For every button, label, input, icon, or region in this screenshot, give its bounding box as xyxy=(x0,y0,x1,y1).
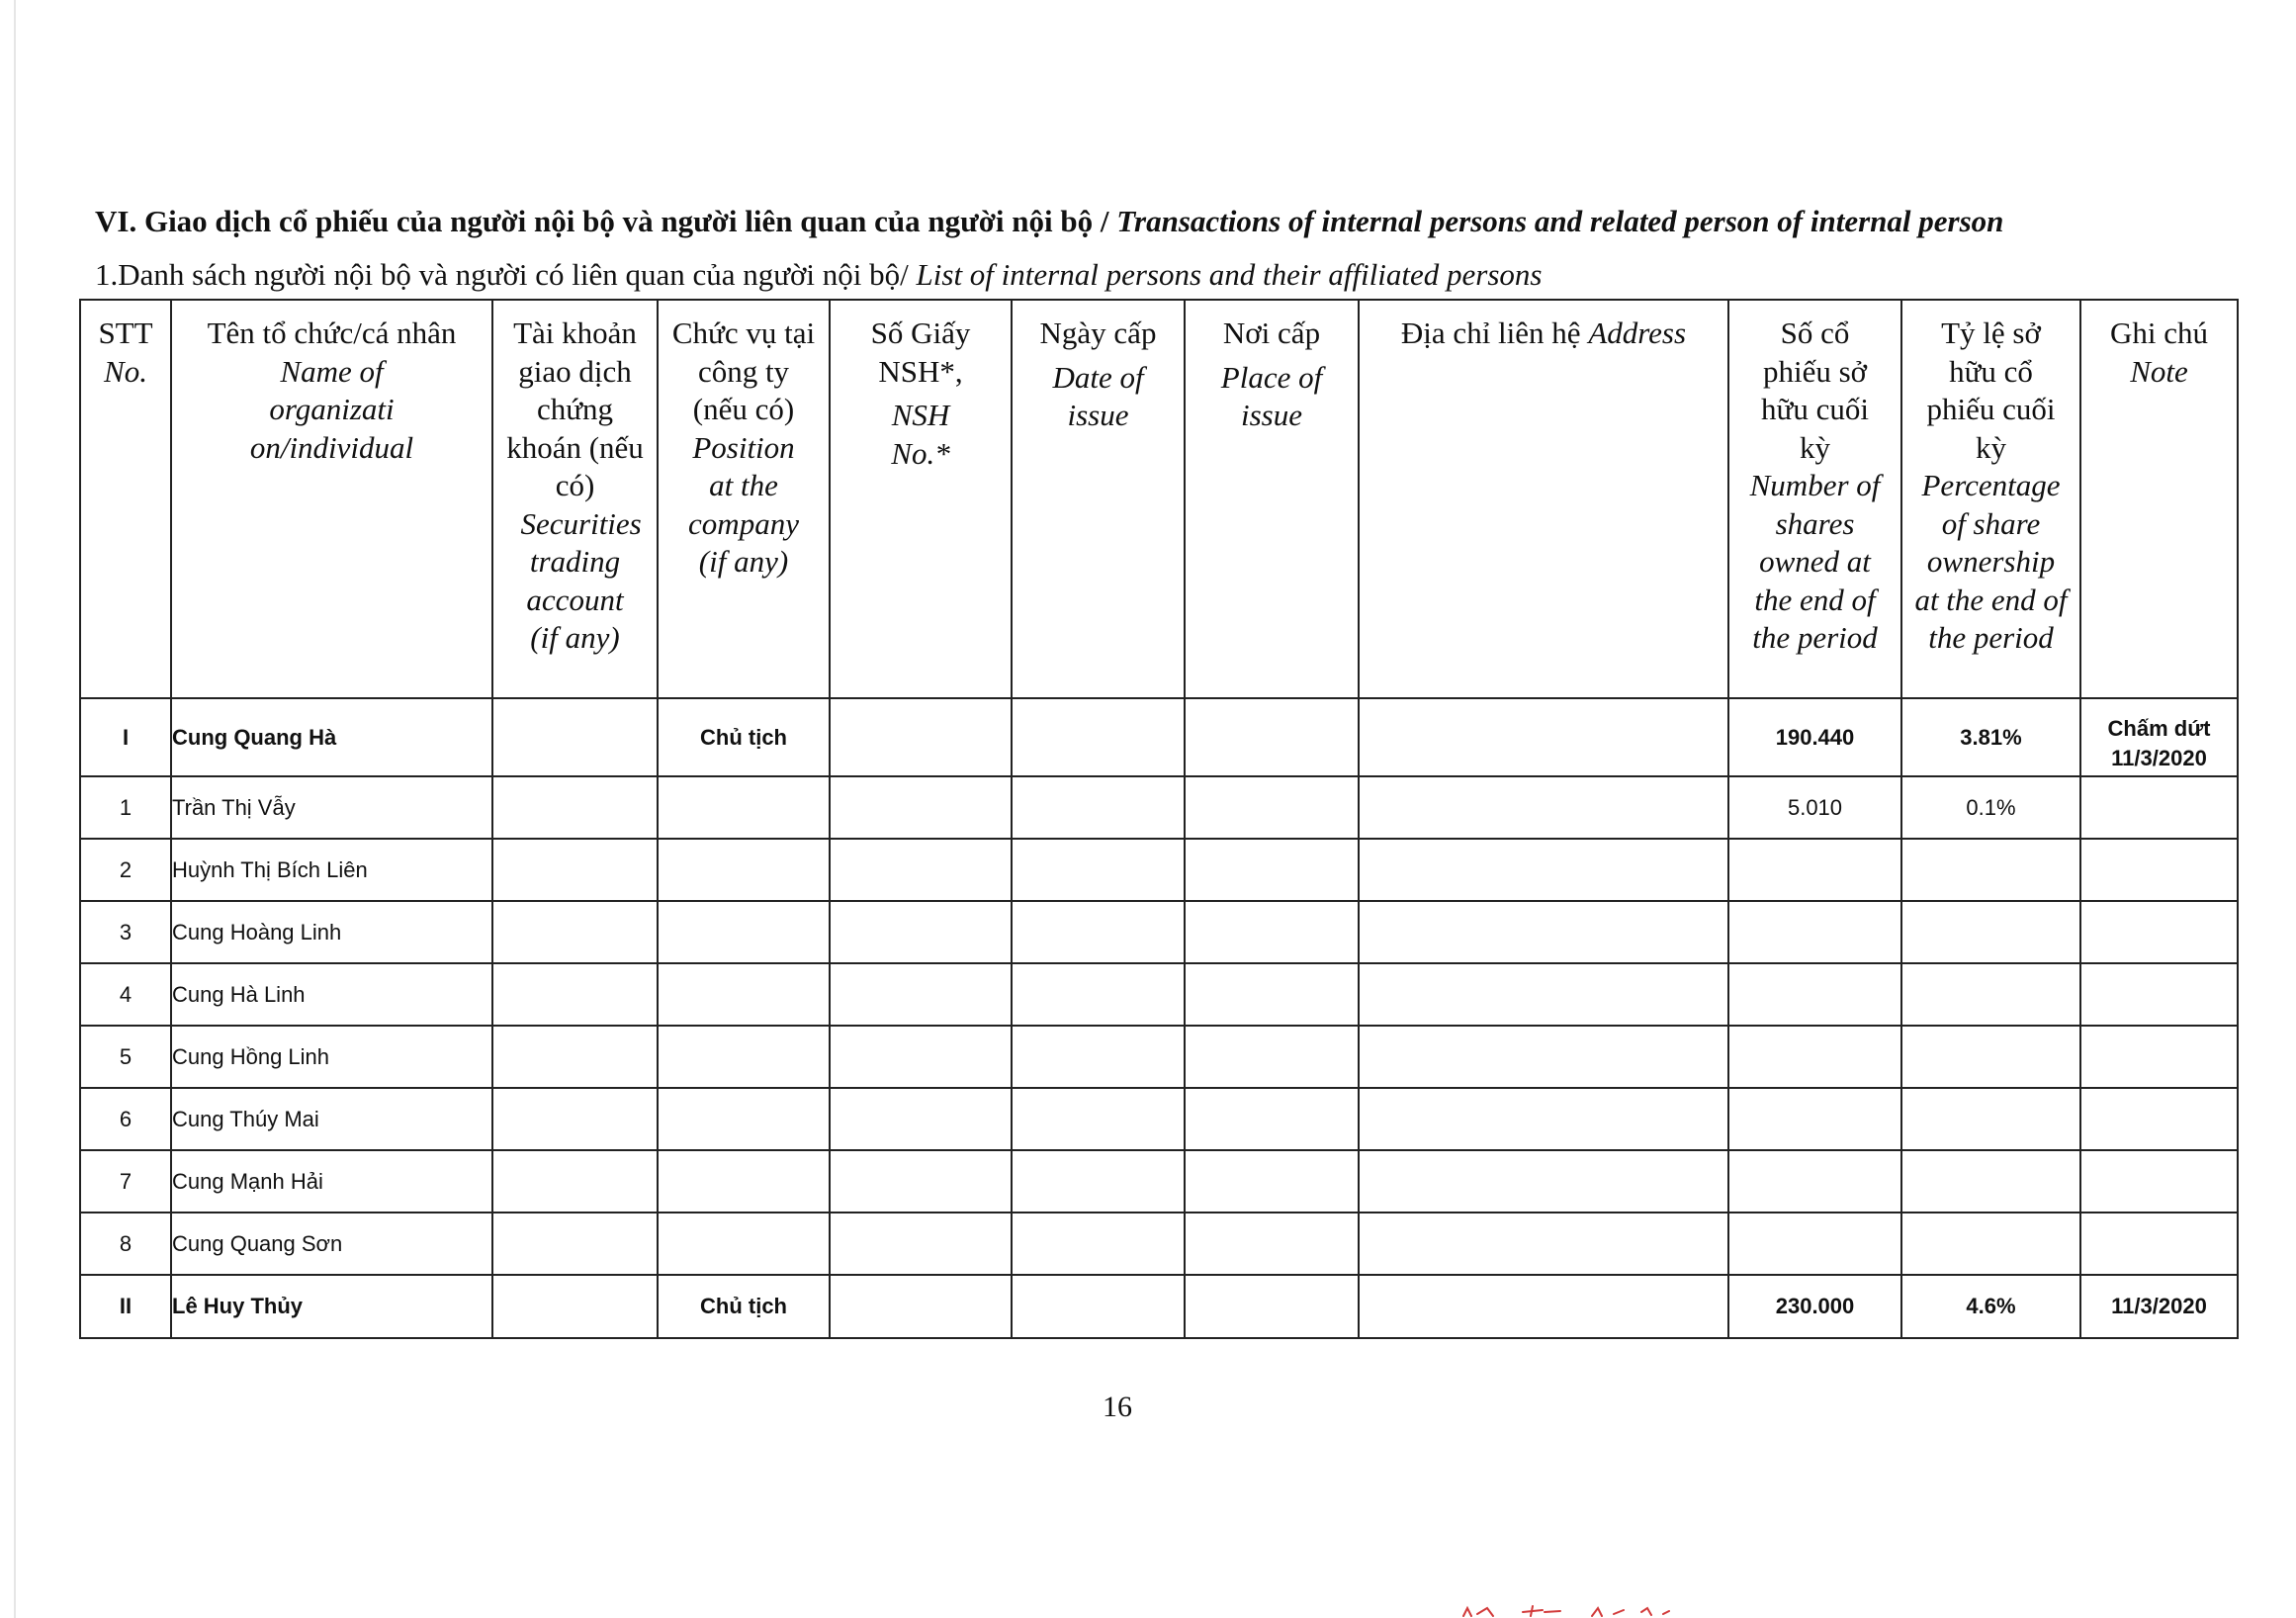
cell-place xyxy=(1185,1213,1359,1275)
cell-stt: 8 xyxy=(80,1213,171,1275)
col-header-date: Ngày cấp Date of issue xyxy=(1012,300,1185,698)
col-header-percentage: Tỷ lệ sở hữu cổ phiếu cuối kỳ Percentage of share ownership at the end of the period xyxy=(1901,300,2080,698)
cell-note xyxy=(2080,1088,2238,1150)
cell-stt: 3 xyxy=(80,901,171,963)
table-row xyxy=(80,776,2238,839)
table-subtitle xyxy=(95,257,2270,293)
cell-date xyxy=(1012,698,1185,776)
cell-place xyxy=(1185,901,1359,963)
cell-nsh xyxy=(830,901,1012,963)
cell-date xyxy=(1012,1275,1185,1338)
cell-account xyxy=(492,1088,658,1150)
cell-shares: 230.000 xyxy=(1728,1275,1901,1338)
cell-shares xyxy=(1728,1150,1901,1213)
section-title xyxy=(95,204,2270,239)
table-row xyxy=(80,1150,2238,1213)
cell-place xyxy=(1185,1150,1359,1213)
cell-percentage xyxy=(1901,1088,2080,1150)
cell-name: Huỳnh Thị Bích Liên xyxy=(171,839,492,901)
cell-position xyxy=(658,1150,830,1213)
cell-place xyxy=(1185,776,1359,839)
table-row xyxy=(80,1275,2238,1338)
cell-name: Cung Quang Sơn xyxy=(171,1213,492,1275)
cell-nsh xyxy=(830,776,1012,839)
cell-nsh xyxy=(830,1088,1012,1150)
cell-place xyxy=(1185,1026,1359,1088)
cell-position: Chủ tịch xyxy=(658,1275,830,1338)
section-title-en: Transactions of internal persons and related person of internal person xyxy=(1116,204,2004,238)
col-header-address: Địa chỉ liên hệ Address xyxy=(1359,300,1728,698)
cell-position xyxy=(658,1213,830,1275)
col-header-stt: STT No. xyxy=(80,300,171,698)
table-row xyxy=(80,963,2238,1026)
cell-address xyxy=(1359,963,1728,1026)
cell-account xyxy=(492,1275,658,1338)
cell-address xyxy=(1359,901,1728,963)
cell-name: Trần Thị Vẫy xyxy=(171,776,492,839)
cell-position xyxy=(658,1088,830,1150)
cell-place xyxy=(1185,963,1359,1026)
cell-shares: 5.010 xyxy=(1728,776,1901,839)
cell-note xyxy=(2080,1026,2238,1088)
cell-place xyxy=(1185,839,1359,901)
cell-note: 11/3/2020 xyxy=(2080,1275,2238,1338)
cell-nsh xyxy=(830,698,1012,776)
cell-note xyxy=(2080,901,2238,963)
cell-account xyxy=(492,698,658,776)
cell-position xyxy=(658,776,830,839)
cell-address xyxy=(1359,1150,1728,1213)
cell-stt: 2 xyxy=(80,839,171,901)
cell-name: Cung Quang Hà xyxy=(171,698,492,776)
page-number: 16 xyxy=(1103,1391,1132,1423)
cell-position xyxy=(658,839,830,901)
cell-nsh xyxy=(830,1150,1012,1213)
cell-stt: 7 xyxy=(80,1150,171,1213)
subtitle-en: List of internal persons and their affiliated persons xyxy=(916,257,1543,292)
cell-shares xyxy=(1728,839,1901,901)
cell-percentage xyxy=(1901,839,2080,901)
section-title-vi: VI. Giao dịch cổ phiếu của người nội bộ và người liên quan của người nội bộ / xyxy=(95,204,1117,238)
cell-note xyxy=(2080,1213,2238,1275)
table-row xyxy=(80,1026,2238,1088)
cell-address xyxy=(1359,776,1728,839)
cell-note xyxy=(2080,1150,2238,1213)
cell-percentage xyxy=(1901,901,2080,963)
table-row xyxy=(80,1088,2238,1150)
cell-date xyxy=(1012,1150,1185,1213)
col-header-place: Nơi cấp Place of issue xyxy=(1185,300,1359,698)
col-header-position: Chức vụ tại công ty (nếu có) Position at the company (if any) xyxy=(658,300,830,698)
cell-shares xyxy=(1728,963,1901,1026)
cell-place xyxy=(1185,1088,1359,1150)
cell-address xyxy=(1359,839,1728,901)
table-row xyxy=(80,839,2238,901)
cell-account xyxy=(492,901,658,963)
cell-percentage xyxy=(1901,1026,2080,1088)
cell-position xyxy=(658,1026,830,1088)
cell-position xyxy=(658,901,830,963)
cell-account xyxy=(492,839,658,901)
cell-account xyxy=(492,1213,658,1275)
cell-name: Lê Huy Thủy xyxy=(171,1275,492,1338)
cell-stt: 4 xyxy=(80,963,171,1026)
cell-shares xyxy=(1728,901,1901,963)
cell-date xyxy=(1012,1088,1185,1150)
cell-shares xyxy=(1728,1213,1901,1275)
cell-stt: I xyxy=(80,698,171,776)
cell-note xyxy=(2080,776,2238,839)
table-row xyxy=(80,901,2238,963)
cell-account xyxy=(492,1150,658,1213)
cell-note: Chấm dứt 11/3/2020 xyxy=(2080,698,2238,776)
cell-date xyxy=(1012,963,1185,1026)
cell-nsh xyxy=(830,963,1012,1026)
handwritten-mark xyxy=(1454,1602,1711,1618)
cell-place xyxy=(1185,698,1359,776)
cell-percentage: 4.6% xyxy=(1901,1275,2080,1338)
col-header-name: Tên tổ chức/cá nhân Name of organizati on/individual xyxy=(171,300,492,698)
cell-stt: II xyxy=(80,1275,171,1338)
table-row xyxy=(80,1213,2238,1275)
cell-account xyxy=(492,963,658,1026)
cell-date xyxy=(1012,1213,1185,1275)
cell-date xyxy=(1012,1026,1185,1088)
insiders-table xyxy=(79,299,2239,1339)
col-header-account: Tài khoản giao dịch chứng khoán (nếu có) Securities trading account (if any) xyxy=(492,300,658,698)
cell-address xyxy=(1359,1026,1728,1088)
cell-note xyxy=(2080,839,2238,901)
subtitle-vi: 1.Danh sách người nội bộ và người có liên quan của người nội bộ/ xyxy=(95,257,917,292)
cell-nsh xyxy=(830,1275,1012,1338)
cell-name: Cung Hà Linh xyxy=(171,963,492,1026)
cell-name: Cung Thúy Mai xyxy=(171,1088,492,1150)
cell-nsh xyxy=(830,839,1012,901)
col-header-nsh: Số Giấy NSH*, NSH No.* xyxy=(830,300,1012,698)
cell-percentage: 3.81% xyxy=(1901,698,2080,776)
cell-date xyxy=(1012,901,1185,963)
cell-address xyxy=(1359,1275,1728,1338)
header-row xyxy=(80,300,2238,698)
cell-percentage: 0.1% xyxy=(1901,776,2080,839)
cell-stt: 1 xyxy=(80,776,171,839)
cell-percentage xyxy=(1901,1150,2080,1213)
cell-stt: 5 xyxy=(80,1026,171,1088)
cell-shares: 190.440 xyxy=(1728,698,1901,776)
cell-percentage xyxy=(1901,1213,2080,1275)
cell-date xyxy=(1012,839,1185,901)
cell-address xyxy=(1359,1213,1728,1275)
cell-shares xyxy=(1728,1088,1901,1150)
cell-account xyxy=(492,776,658,839)
cell-account xyxy=(492,1026,658,1088)
cell-name: Cung Hồng Linh xyxy=(171,1026,492,1088)
cell-place xyxy=(1185,1275,1359,1338)
col-header-shares: Số cổ phiếu sở hữu cuối kỳ Number of shares owned at the end of the period xyxy=(1728,300,1901,698)
cell-stt: 6 xyxy=(80,1088,171,1150)
table-row xyxy=(80,698,2238,776)
cell-address xyxy=(1359,698,1728,776)
cell-address xyxy=(1359,1088,1728,1150)
cell-position: Chủ tịch xyxy=(658,698,830,776)
cell-shares xyxy=(1728,1026,1901,1088)
page-edge xyxy=(14,0,16,1618)
col-header-note: Ghi chú Note xyxy=(2080,300,2238,698)
cell-nsh xyxy=(830,1213,1012,1275)
cell-date xyxy=(1012,776,1185,839)
cell-note xyxy=(2080,963,2238,1026)
cell-name: Cung Mạnh Hải xyxy=(171,1150,492,1213)
cell-percentage xyxy=(1901,963,2080,1026)
cell-position xyxy=(658,963,830,1026)
cell-nsh xyxy=(830,1026,1012,1088)
cell-name: Cung Hoàng Linh xyxy=(171,901,492,963)
